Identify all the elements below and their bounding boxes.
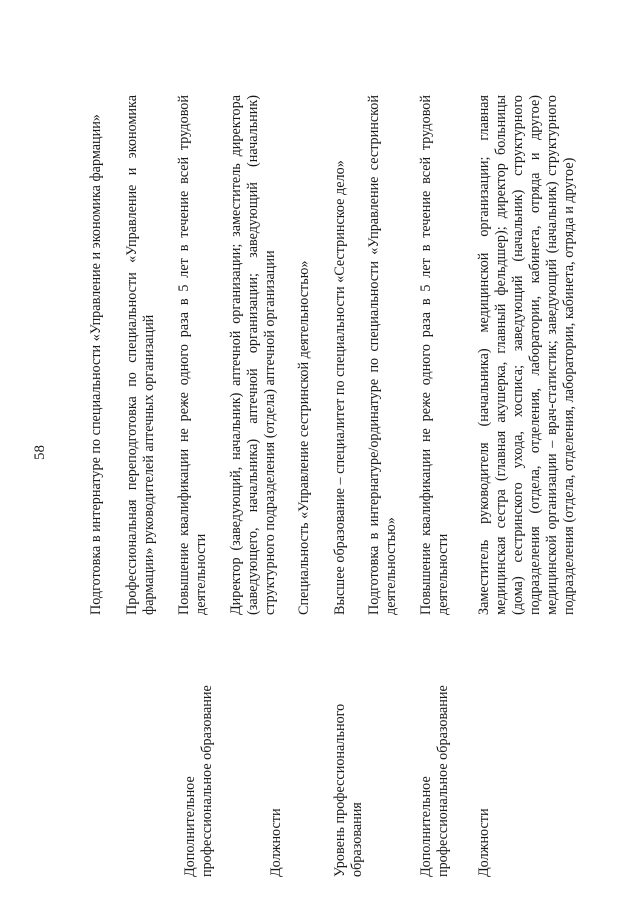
row-label: Должности xyxy=(268,808,284,877)
row-label: Должности xyxy=(476,808,492,877)
row-text: Высшее образование – специалитет по специальности «Сестринское дело» xyxy=(332,160,348,615)
row-label: Уровень профессионального образования xyxy=(332,703,365,877)
row-text: Подготовка в интернатуре/ординатуре по специальности «Управление сестринской деятельностью» xyxy=(366,95,399,615)
table-row xyxy=(418,95,452,877)
row-label: Дополнительное профессиональное образование xyxy=(418,685,451,877)
row-label: Дополнительное профессиональное образование xyxy=(182,685,215,877)
table-row xyxy=(332,95,365,877)
table-row xyxy=(88,95,105,615)
table-row xyxy=(228,95,284,877)
speciality-heading: Специальность «Управление сестринской деятельностью» xyxy=(296,260,312,615)
row-text: Повышение квалификации не реже одного раза в 5 лет в течение всей трудовой деятельности xyxy=(418,95,451,615)
row-text: Директор (заведующий, начальник) аптечной организации; заместитель директора (заведующего, начальника) аптечной организации; заведующий (начальник) структурного подразделения (отдела) аптечной организации xyxy=(228,95,278,615)
table-row xyxy=(296,95,313,615)
row-text: Заместитель руководителя (начальника) медицинской организации; главная медицинская сестра (главная акушерка, главный фельдшер); директор больницы (дома) сестринского ухода, хосписа; заведующий (начальник) структурного подразделения (отдела, отделения, лаборатории, кабинета, отряда и другое) медицинской организации – врач-статистик; заведующий (начальник) структурного подразделения (отдела, отделения, лаборатории, кабинета, отряда и другое) xyxy=(476,95,577,615)
table-row xyxy=(476,95,578,877)
row-text: Профессиональная переподготовка по специальности «Управление и экономика фармации» руководителей аптечных организаций xyxy=(124,95,157,615)
table-row xyxy=(176,95,210,615)
row-text: Повышение квалификации не реже одного раза в 5 лет в течение всей трудовой деятельности xyxy=(176,95,209,615)
page-number: 58 xyxy=(32,445,48,460)
table-row xyxy=(366,95,400,615)
row-text: Подготовка в интернатуре по специальности «Управление и экономика фармации» xyxy=(88,114,104,615)
